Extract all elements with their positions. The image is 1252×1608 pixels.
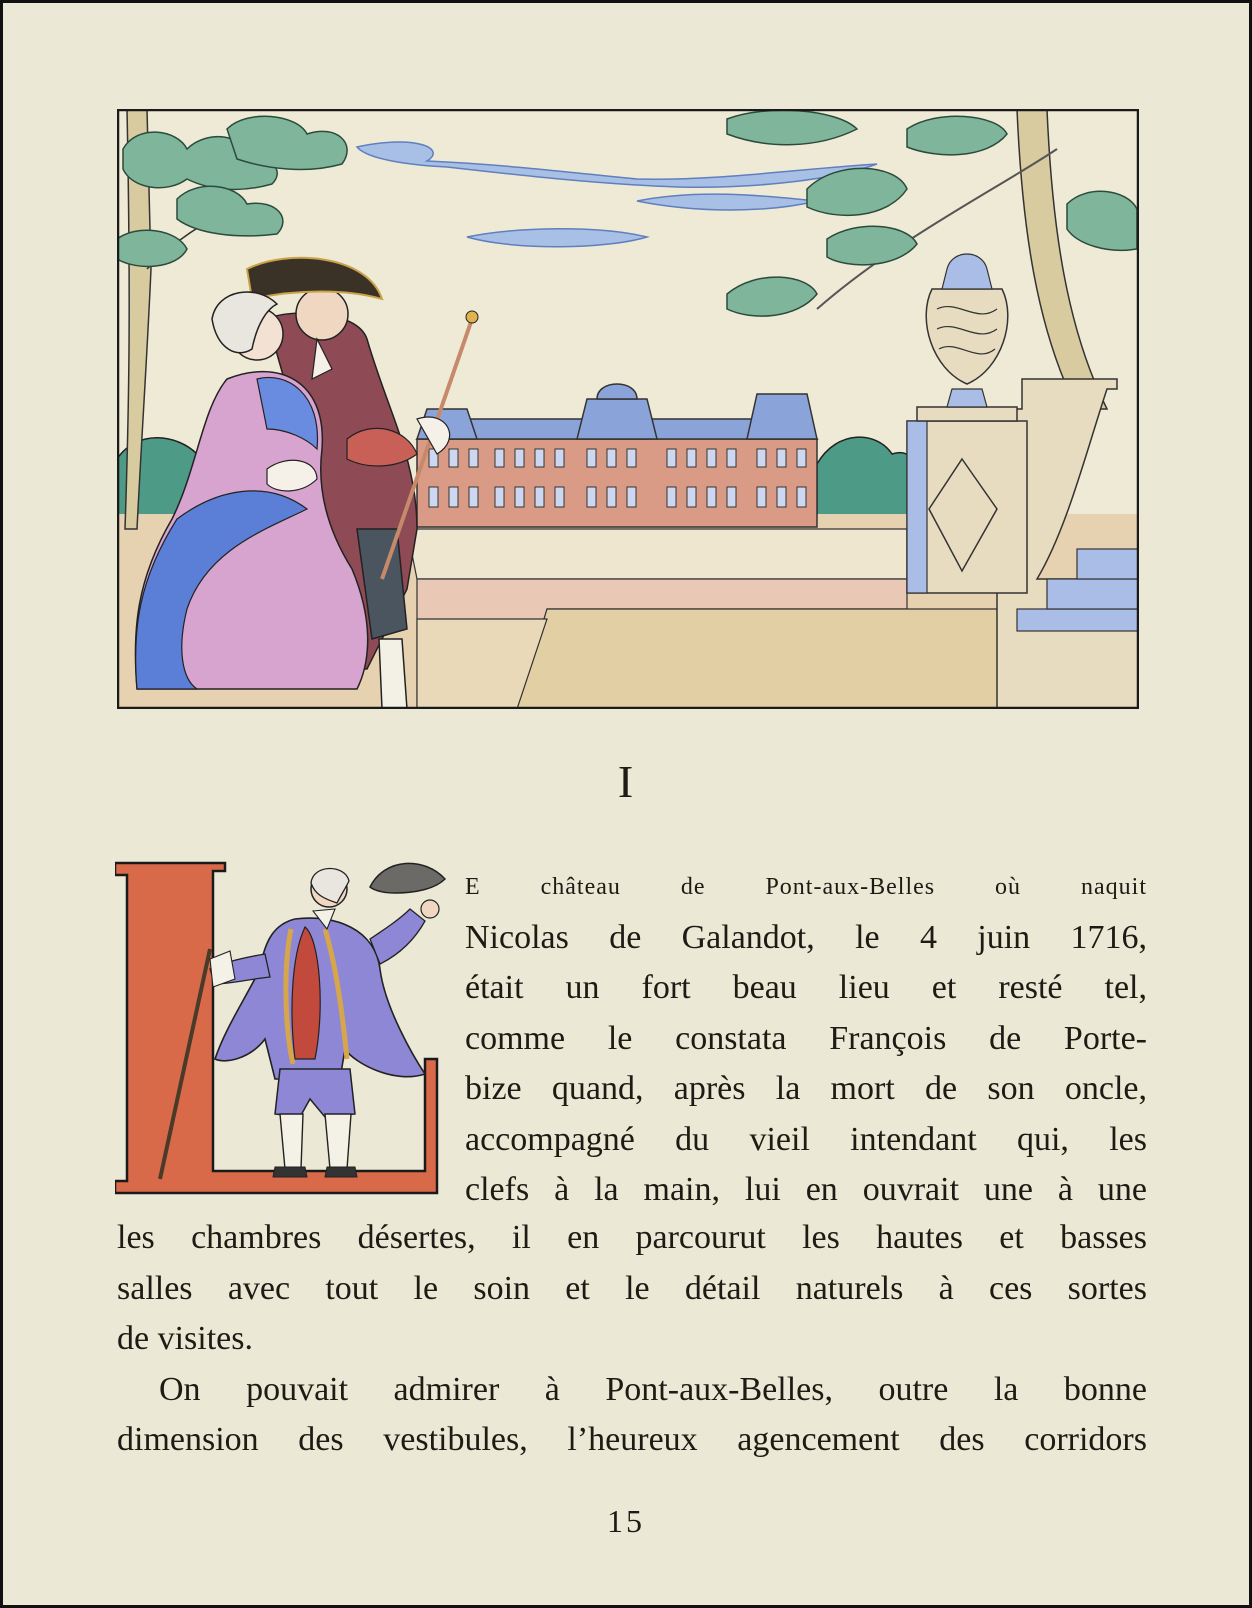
page-number: 15 [607,1503,645,1539]
dropcap-letter: L [115,859,116,860]
paragraph-1-line: salles avec tout le soin et le détail naturels à ces sortes [117,1269,1147,1307]
paragraph-1-line: les chambres désertes, il en parcourut les hautes et basses [117,1219,1147,1256]
paragraph-2-line: On pouvait admirer à Pont-aux-Belles, outre la bonne [159,1370,1147,1408]
paragraph-1-line [465,859,1147,913]
paragraph-1-line: bize quand, après la mort de son oncle, [465,1070,1147,1107]
chateau-illustration [117,109,1139,709]
paragraph-1-line: comme le constata François de Porte- [465,1019,1147,1057]
paragraph-1-line: accompagné du vieil intendant qui, les [465,1120,1147,1158]
chapter-number: I [617,756,635,807]
paragraph-1-line: clefs à la main, lui en ouvrait une à une [465,1171,1147,1208]
paragraph-1-line: Nicolas de Galandot, le 4 juin 1716, [465,918,1147,956]
paragraph-1-line: de visites. [117,1320,253,1357]
paragraph-1-line: était un fort beau lieu et resté tel, [465,969,1147,1006]
paragraph-2-line: dimension des vestibules, l’heureux agencement des corridors [117,1421,1147,1458]
drop-capital-illustration [115,859,455,1197]
body-text-full-width [117,1213,1147,1466]
paragraph-1-beside-dropcap [465,859,1147,1216]
dropcap-continuation: E château de Pont-aux-Belles où naquit [465,874,1147,900]
